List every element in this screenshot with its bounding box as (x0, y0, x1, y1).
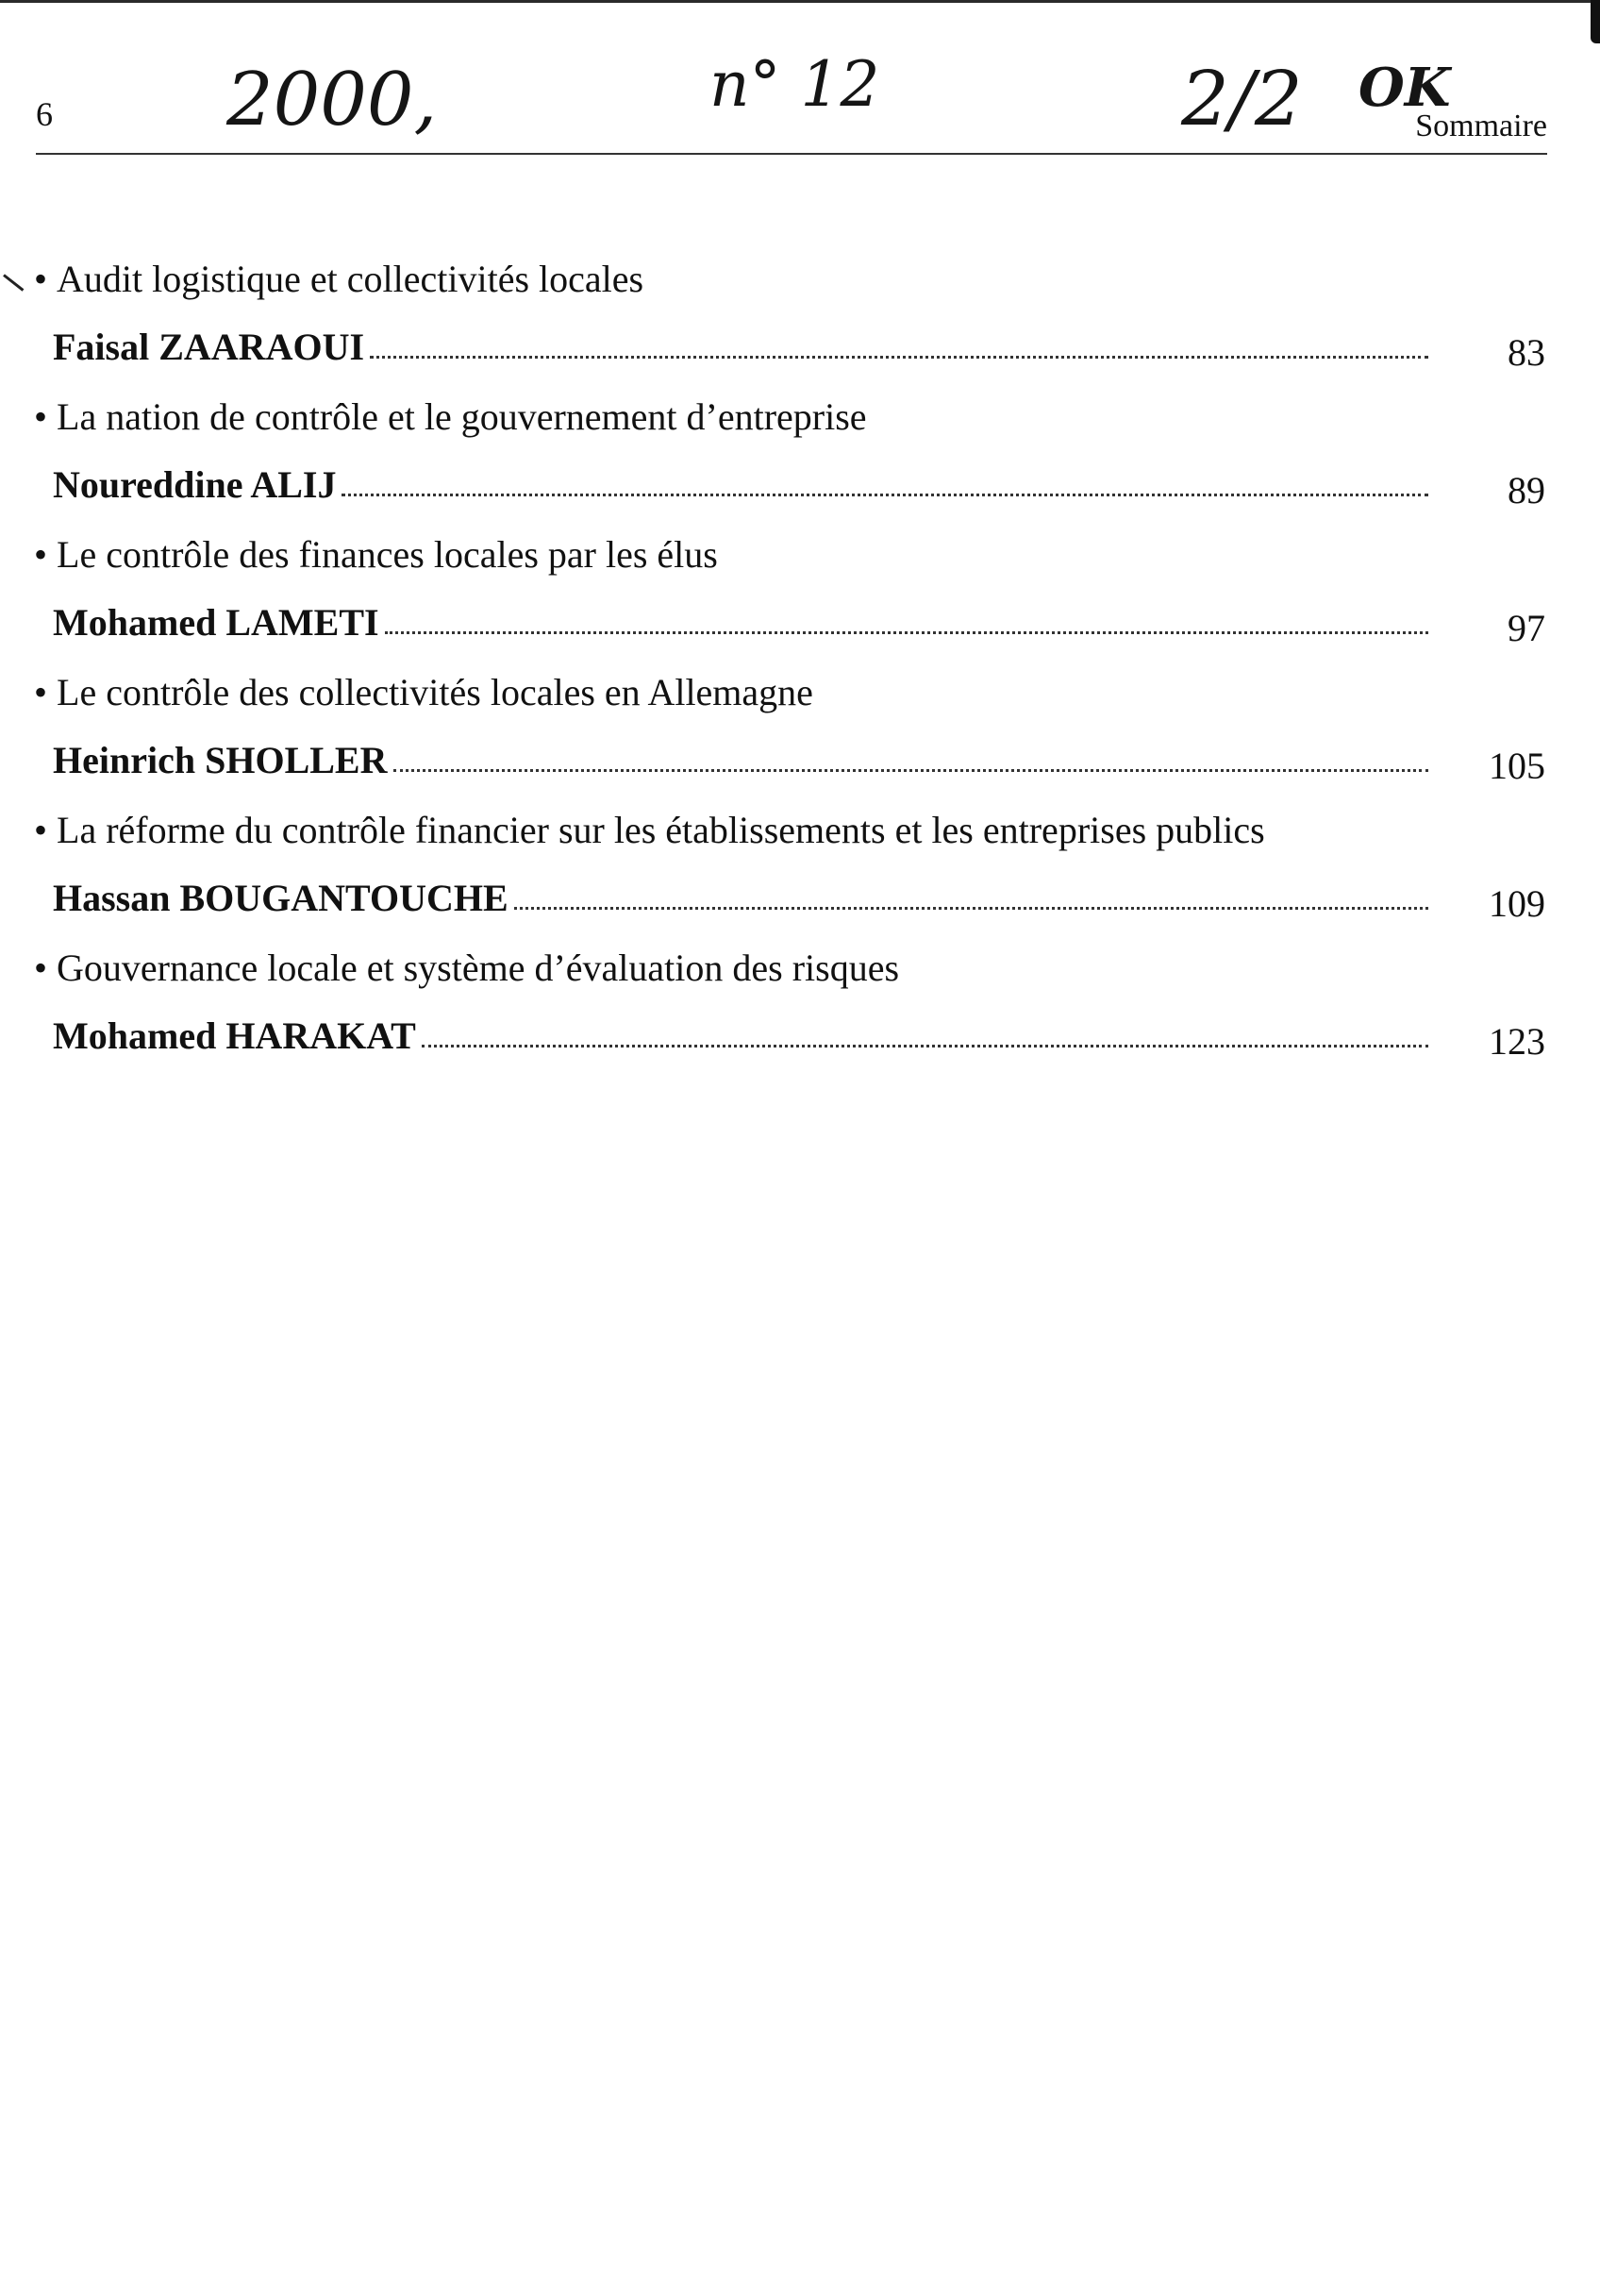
author-line (53, 591, 1428, 642)
page-reference: 89 (1508, 469, 1545, 511)
toc-entry (0, 946, 1600, 1083)
author-line (53, 866, 1428, 917)
toc-entry (0, 808, 1600, 946)
dot-leader (385, 631, 1428, 634)
author-line (53, 1004, 1428, 1055)
article-title: Le contrôle des finances locales par les élus (57, 533, 718, 576)
author-name: Heinrich SHOLLER (53, 739, 388, 781)
dot-leader (342, 494, 1428, 496)
handwritten-year: 2000, (226, 58, 438, 142)
page-reference: 97 (1508, 607, 1545, 649)
entry-title-line (34, 946, 899, 990)
bullet-marker: • (34, 947, 48, 989)
dot-leader (393, 769, 1429, 772)
entry-title-line (34, 257, 643, 301)
article-title: Gouvernance locale et système d’évaluation des risques (57, 947, 900, 989)
author-line (53, 729, 1428, 779)
entry-title-line (34, 670, 813, 714)
dot-leader (422, 1045, 1428, 1047)
page-reference: 109 (1489, 882, 1545, 925)
bullet-marker: • (34, 671, 48, 713)
handwritten-ok: OK (1358, 57, 1451, 119)
article-title: Le contrôle des collectivités locales en Allemagne (57, 671, 813, 713)
page-number: 6 (36, 95, 53, 133)
bullet-marker: • (34, 809, 48, 851)
article-title: Audit logistique et collectivités locales (57, 258, 644, 300)
table-of-contents (0, 0, 1600, 1132)
bullet-marker: • (34, 395, 48, 438)
article-title: La nation de contrôle et le gouvernement d’entreprise (57, 395, 867, 438)
handwritten-issue: n° 12 (709, 48, 880, 121)
page-reference: 123 (1489, 1020, 1545, 1063)
author-name: Faisal ZAARAOUI (53, 326, 365, 368)
handwritten-fraction: 2/2 (1181, 55, 1303, 142)
author-name: Mohamed LAMETI (53, 601, 379, 644)
bullet-marker: • (34, 258, 48, 300)
entry-title-line (34, 532, 718, 577)
dot-leader (370, 356, 1428, 359)
author-line (53, 315, 1428, 366)
entry-title-line (34, 394, 867, 439)
entry-title-line (34, 808, 1265, 852)
page-reference: 83 (1508, 331, 1545, 374)
author-name: Noureddine ALIJ (53, 463, 337, 506)
author-name: Hassan BOUGANTOUCHE (53, 877, 508, 919)
page-reference: 105 (1489, 745, 1545, 787)
running-head-title: Sommaire (1415, 109, 1547, 143)
dot-leader (514, 907, 1428, 910)
bullet-marker: • (34, 533, 48, 576)
toc-entry (0, 532, 1600, 670)
author-line (53, 453, 1428, 504)
toc-entry (0, 670, 1600, 808)
author-name: Mohamed HARAKAT (53, 1014, 416, 1057)
toc-entry (0, 394, 1600, 532)
toc-entry (0, 257, 1600, 394)
article-title: La réforme du contrôle financier sur les établissements et les entreprises publics (57, 809, 1265, 851)
